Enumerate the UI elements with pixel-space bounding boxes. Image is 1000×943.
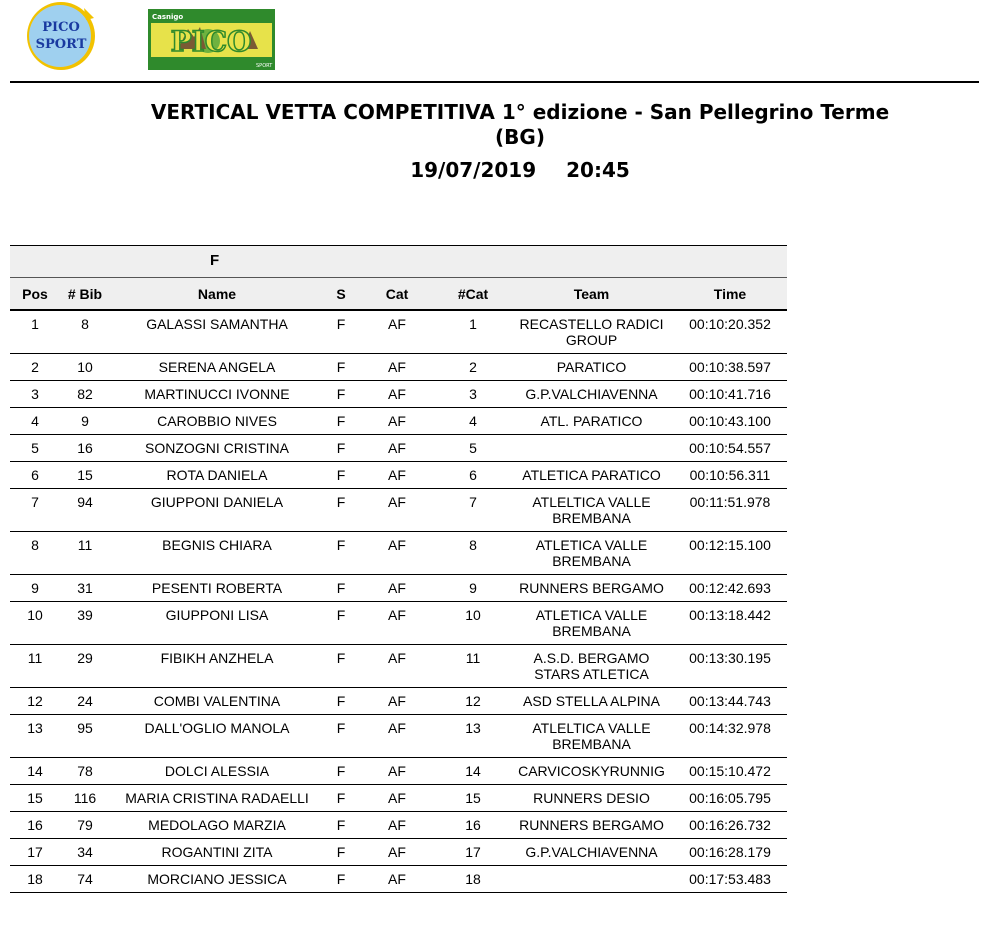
cell-ncat: 6 [469, 467, 477, 483]
table-row [10, 812, 787, 839]
cell-sex: F [336, 316, 346, 332]
cell-time: 00:14:32.978 [689, 720, 771, 736]
results-table [10, 245, 787, 893]
cell-ncat: 17 [465, 844, 481, 860]
table-header [10, 277, 787, 311]
cell-team: CARVICOSKYRUNNIG [518, 763, 665, 779]
cell-name: GIUPPONI DANIELA [150, 494, 284, 510]
header-bib: # Bib [67, 285, 103, 302]
cell-time: 00:17:53.483 [689, 871, 771, 887]
cell-time: 00:12:42.693 [689, 580, 771, 596]
cell-time: 00:11:51.978 [689, 494, 771, 510]
cell-ncat: 10 [465, 607, 481, 623]
table-row [10, 435, 787, 462]
logo-right-bottom: SPORT [256, 63, 273, 69]
cell-time: 00:16:05.795 [689, 790, 771, 806]
cell-name: DALL'OGLIO MANOLA [144, 720, 290, 736]
cell-bib: 9 [81, 413, 89, 429]
cell-pos: 3 [31, 386, 39, 402]
cell-name: DOLCI ALESSIA [164, 763, 270, 779]
event-time: 20:45 [566, 158, 630, 182]
table-row [10, 839, 787, 866]
cell-cat: AF [388, 580, 406, 596]
cell-team: ATLETICA VALLE BREMBANA [535, 607, 648, 639]
cell-pos: 18 [27, 871, 43, 887]
cell-bib: 82 [77, 386, 93, 402]
cell-pos: 13 [27, 720, 43, 736]
cell-sex: F [336, 790, 346, 806]
cell-sex: F [336, 580, 346, 596]
cell-name: FIBIKH ANZHELA [160, 650, 274, 666]
category-group-row [10, 245, 787, 277]
cell-team [510, 866, 673, 892]
event-title: VERTICAL VETTA COMPETITIVA 1° edizione - San Pellegrino Terme [150, 100, 890, 124]
cell-ncat: 1 [469, 316, 477, 332]
cell-time: 00:10:38.597 [689, 359, 771, 375]
cell-time: 00:13:44.743 [689, 693, 771, 709]
cell-pos: 16 [27, 817, 43, 833]
cell-bib: 116 [73, 790, 97, 806]
table-row [10, 688, 787, 715]
cell-ncat: 12 [465, 693, 481, 709]
cell-team: ATLETICA PARATICO [522, 467, 661, 483]
cell-pos: 14 [27, 763, 43, 779]
cell-time: 00:10:56.311 [689, 467, 771, 483]
cell-bib: 95 [77, 720, 93, 736]
table-row [10, 575, 787, 602]
header-divider [10, 81, 979, 83]
cell-name: GIUPPONI LISA [165, 607, 269, 623]
cell-name: BEGNIS CHIARA [162, 537, 272, 553]
cell-sex: F [336, 359, 346, 375]
table-row [10, 381, 787, 408]
cell-sex: F [336, 871, 346, 887]
cell-bib: 24 [77, 693, 93, 709]
table-body [10, 311, 787, 893]
cell-team [510, 435, 673, 461]
cell-pos: 2 [31, 359, 39, 375]
cell-cat: AF [388, 844, 406, 860]
cell-team: RECASTELLO RADICI GROUP [519, 316, 664, 348]
header-sex: S [336, 285, 346, 302]
pico-sport-logo [24, 0, 98, 72]
cell-time: 00:10:43.100 [689, 413, 771, 429]
cell-team: RUNNERS BERGAMO [519, 580, 664, 596]
cell-name: SERENA ANGELA [158, 359, 276, 375]
cell-ncat: 4 [469, 413, 477, 429]
cell-name: GALASSI SAMANTHA [146, 316, 288, 332]
cell-pos: 9 [31, 580, 39, 596]
cell-ncat: 8 [469, 537, 477, 553]
cell-time: 00:13:30.195 [689, 650, 771, 666]
cell-sex: F [336, 494, 346, 510]
cell-team: RUNNERS BERGAMO [519, 817, 664, 833]
cell-name: MARIA CRISTINA RADAELLI [125, 790, 309, 806]
header-name: Name [197, 285, 237, 302]
cell-time: 00:13:18.442 [689, 607, 771, 623]
cell-cat: AF [388, 871, 406, 887]
event-location: (BG) [495, 125, 545, 149]
cell-ncat: 3 [469, 386, 477, 402]
cell-cat: AF [388, 693, 406, 709]
cell-team: RUNNERS DESIO [533, 790, 650, 806]
category-group-label: F [210, 252, 220, 269]
cell-name: MORCIANO JESSICA [147, 871, 287, 887]
cell-bib: 16 [77, 440, 93, 456]
logo-left-line1: PICO [42, 20, 80, 35]
cell-team: ATLELTICA VALLE BREMBANA [532, 494, 651, 526]
cell-bib: 29 [77, 650, 93, 666]
table-row [10, 758, 787, 785]
cell-pos: 8 [31, 537, 39, 553]
cell-team: ATL. PARATICO [540, 413, 643, 429]
cell-name: COMBI VALENTINA [153, 693, 281, 709]
cell-sex: F [336, 650, 346, 666]
cell-bib: 39 [77, 607, 93, 623]
cell-ncat: 7 [469, 494, 477, 510]
cell-cat: AF [388, 316, 406, 332]
cell-bib: 34 [77, 844, 93, 860]
cell-sex: F [336, 386, 346, 402]
cell-team: A.S.D. BERGAMO STARS ATLETICA [533, 650, 650, 682]
cell-cat: AF [388, 763, 406, 779]
cell-name: CAROBBIO NIVES [157, 413, 277, 429]
table-row [10, 785, 787, 812]
cell-time: 00:15:10.472 [689, 763, 771, 779]
cell-name: MARTINUCCI IVONNE [144, 386, 290, 402]
cell-sex: F [336, 817, 346, 833]
cell-cat: AF [388, 359, 406, 375]
cell-team: G.P.VALCHIAVENNA [525, 386, 658, 402]
cell-name: SONZOGNI CRISTINA [145, 440, 289, 456]
cell-name: ROTA DANIELA [166, 467, 268, 483]
cell-sex: F [336, 693, 346, 709]
cell-cat: AF [388, 720, 406, 736]
cell-pos: 5 [31, 440, 39, 456]
cell-pos: 17 [27, 844, 43, 860]
cell-ncat: 14 [465, 763, 481, 779]
cell-bib: 10 [77, 359, 93, 375]
cell-bib: 15 [77, 467, 93, 483]
cell-cat: AF [388, 537, 406, 553]
cell-sex: F [336, 537, 346, 553]
cell-cat: AF [388, 467, 406, 483]
logo-right-top: Casnigo [152, 13, 184, 21]
table-row [10, 311, 787, 354]
cell-time: 00:12:15.100 [689, 537, 771, 553]
cell-cat: AF [388, 413, 406, 429]
table-row [10, 645, 787, 688]
cell-cat: AF [388, 386, 406, 402]
cell-bib: 78 [77, 763, 93, 779]
cell-name: PESENTI ROBERTA [151, 580, 283, 596]
cell-cat: AF [388, 650, 406, 666]
cell-sex: F [336, 467, 346, 483]
cell-sex: F [336, 763, 346, 779]
table-row [10, 715, 787, 758]
cell-pos: 6 [31, 467, 39, 483]
cell-ncat: 16 [465, 817, 481, 833]
table-row [10, 408, 787, 435]
cell-cat: AF [388, 440, 406, 456]
cell-sex: F [336, 440, 346, 456]
cell-cat: AF [388, 494, 406, 510]
logo-right-main: PICO [170, 25, 252, 58]
cell-ncat: 13 [465, 720, 481, 736]
cell-team: ATLETICA VALLE BREMBANA [535, 537, 648, 569]
cell-name: ROGANTINI ZITA [161, 844, 273, 860]
cell-pos: 4 [31, 413, 39, 429]
cell-ncat: 2 [469, 359, 477, 375]
cell-time: 00:10:20.352 [689, 316, 771, 332]
event-datetime [100, 158, 940, 182]
logo-left-line2: SPORT [35, 37, 87, 52]
header-pos: Pos [22, 285, 48, 302]
cell-bib: 79 [77, 817, 93, 833]
cell-cat: AF [388, 790, 406, 806]
cell-team: ATLELTICA VALLE BREMBANA [532, 720, 651, 752]
table-row [10, 462, 787, 489]
cell-pos: 12 [27, 693, 43, 709]
header-ncat: #Cat [457, 285, 489, 302]
cell-pos: 15 [27, 790, 43, 806]
cell-pos: 1 [31, 316, 39, 332]
cell-sex: F [336, 413, 346, 429]
cell-bib: 94 [77, 494, 93, 510]
cell-time: 00:10:54.557 [689, 440, 771, 456]
cell-ncat: 15 [465, 790, 481, 806]
cell-bib: 31 [77, 580, 93, 596]
table-row [10, 866, 787, 893]
cell-name: MEDOLAGO MARZIA [148, 817, 286, 833]
cell-pos: 11 [27, 650, 43, 666]
cell-bib: 74 [77, 871, 93, 887]
cell-cat: AF [388, 817, 406, 833]
cell-time: 00:16:26.732 [689, 817, 771, 833]
cell-ncat: 5 [469, 440, 477, 456]
cell-bib: 11 [77, 537, 93, 553]
header-team: Team [573, 285, 610, 302]
cell-time: 00:16:28.179 [689, 844, 771, 860]
table-row [10, 602, 787, 645]
cell-ncat: 9 [469, 580, 477, 596]
header-time: Time [713, 285, 747, 302]
cell-time: 00:10:41.716 [689, 386, 771, 402]
cell-pos: 10 [27, 607, 43, 623]
cell-sex: F [336, 607, 346, 623]
cell-team: G.P.VALCHIAVENNA [525, 844, 658, 860]
event-date: 19/07/2019 [410, 158, 537, 182]
cell-pos: 7 [31, 494, 39, 510]
cell-sex: F [336, 720, 346, 736]
table-row [10, 354, 787, 381]
cell-team: ASD STELLA ALPINA [523, 693, 660, 709]
header-cat: Cat [385, 285, 409, 302]
table-row [10, 489, 787, 532]
casnigo-pico-logo [148, 9, 275, 70]
cell-ncat: 18 [465, 871, 481, 887]
cell-sex: F [336, 844, 346, 860]
cell-team: PARATICO [556, 359, 627, 375]
cell-cat: AF [388, 607, 406, 623]
table-row [10, 532, 787, 575]
cell-ncat: 11 [465, 650, 481, 666]
cell-bib: 8 [81, 316, 89, 332]
